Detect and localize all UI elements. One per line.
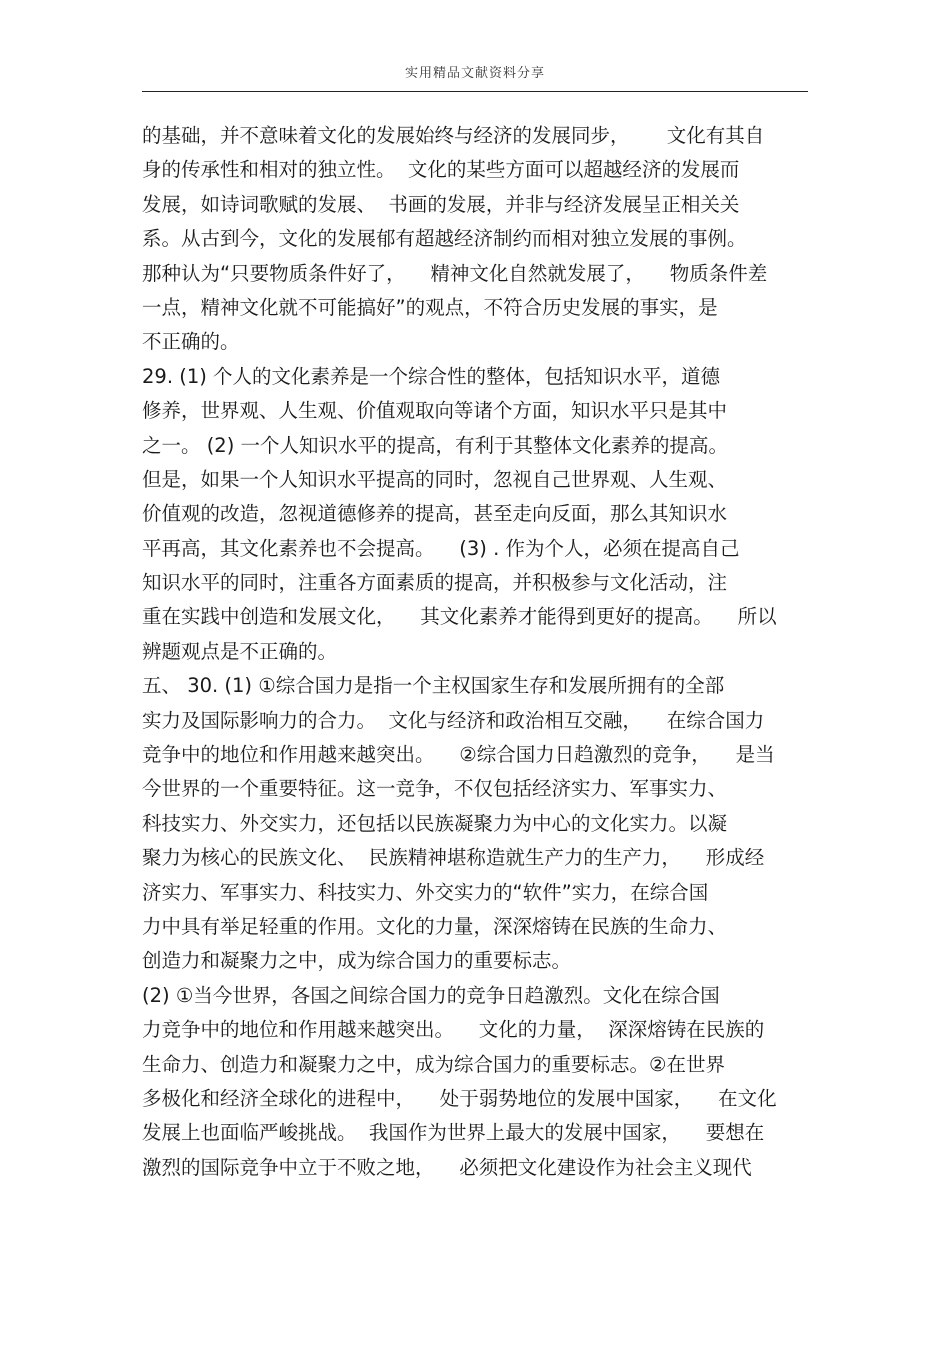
text-line: 系。从古到今，文化的发展郁有超越经济制约而相对独立发展的事例。 xyxy=(142,227,747,251)
text-line: 五、 30. (1) ①综合国力是指一个主权国家生存和发展所拥有的全部 xyxy=(142,674,725,698)
text-line: 29. (1) 个人的文化素养是一个综合性的整体，包括知识水平，道德 xyxy=(142,364,721,388)
text-line: 的基础，并不意味着文化的发展始终与经济的发展同步， 文化有其自 xyxy=(142,124,765,147)
text-line: 生命力、创造力和凝聚力之中，成为综合国力的重要标志。②在世界 xyxy=(142,1052,725,1076)
text-line: 发展，如诗词歌赋的发展、 书画的发展，并非与经济发展呈正相关关 xyxy=(142,192,740,216)
text-line: 济实力、军事实力、科技实力、外交实力的“软件”实力，在综合国 xyxy=(142,880,709,904)
text-line: 实力及国际影响力的合力。 文化与经济和政治相互交融， 在综合国力 xyxy=(142,708,765,732)
text-line: 但是，如果一个人知识水平提高的同时，忽视自己世界观、人生观、 xyxy=(142,467,728,491)
text-line: 聚力为核心的民族文化、 民族精神堪称造就生产力的生产力， 形成经 xyxy=(142,846,765,870)
text-line: 价值观的改造，忽视道德修养的提高，甚至走向反面，那么其知识水 xyxy=(142,502,728,526)
text-line: 身的传承性和相对的独立性。 文化的某些方面可以超越经济的发展而 xyxy=(142,158,740,182)
text-line: 竞争中的地位和作用越来越突出。 ②综合国力日趋激烈的竞争， 是当 xyxy=(142,743,775,767)
text-line: 创造力和凝聚力之中，成为综合国力的重要标志。 xyxy=(142,949,572,973)
header-divider xyxy=(142,91,808,92)
text-line: 修养，世界观、人生观、价值观取向等诸个方面，知识水平只是其中 xyxy=(142,399,728,423)
text-line: 不正确的。 xyxy=(142,330,240,354)
text-line: 那种认为“只要物质条件好了， 精神文化自然就发展了， 物质条件差 xyxy=(142,261,768,285)
text-line: 科技实力、外交实力，还包括以民族凝聚力为中心的文化实力。以凝 xyxy=(142,811,728,835)
text-line: 知识水平的同时，注重各方面素质的提高，并积极参与文化活动，注 xyxy=(142,571,728,595)
document-body xyxy=(142,119,812,1185)
text-line: 之一。 (2) 一个人知识水平的提高，有利于其整体文化素养的提高。 xyxy=(142,433,729,457)
text-line: 辨题观点是不正确的。 xyxy=(142,639,338,663)
text-line: 多极化和经济全球化的进程中， 处于弱势地位的发展中国家， 在文化 xyxy=(142,1086,777,1110)
text-line: 激烈的国际竞争中立于不败之地， 必须把文化建设作为社会主义现代 xyxy=(142,1155,752,1179)
text-line: (2) ①当今世界，各国之间综合国力的竞争日趋激烈。文化在综合国 xyxy=(142,983,720,1007)
text-line: 力竞争中的地位和作用越来越突出。 文化的力量， 深深熔铸在民族的 xyxy=(142,1018,765,1042)
text-line: 今世界的一个重要特征。这一竞争，不仅包括经济实力、军事实力、 xyxy=(142,777,728,801)
page-header: 实用精品文献资料分享 xyxy=(404,66,545,81)
text-line: 平再高，其文化素养也不会提高。 (3) . 作为个人，必须在提高自己 xyxy=(142,536,740,560)
text-line: 一点，精神文化就不可能搞好”的观点，不符合历史发展的事实，是 xyxy=(142,295,718,319)
text-line: 重在实践中创造和发展文化， 其文化素养才能得到更好的提高。 所以 xyxy=(142,605,777,629)
text-line: 发展上也面临严峻挑战。 我国作为世界上最大的发展中国家， 要想在 xyxy=(142,1121,765,1145)
text-line: 力中具有举足轻重的作用。文化的力量，深深熔铸在民族的生命力、 xyxy=(142,914,728,938)
